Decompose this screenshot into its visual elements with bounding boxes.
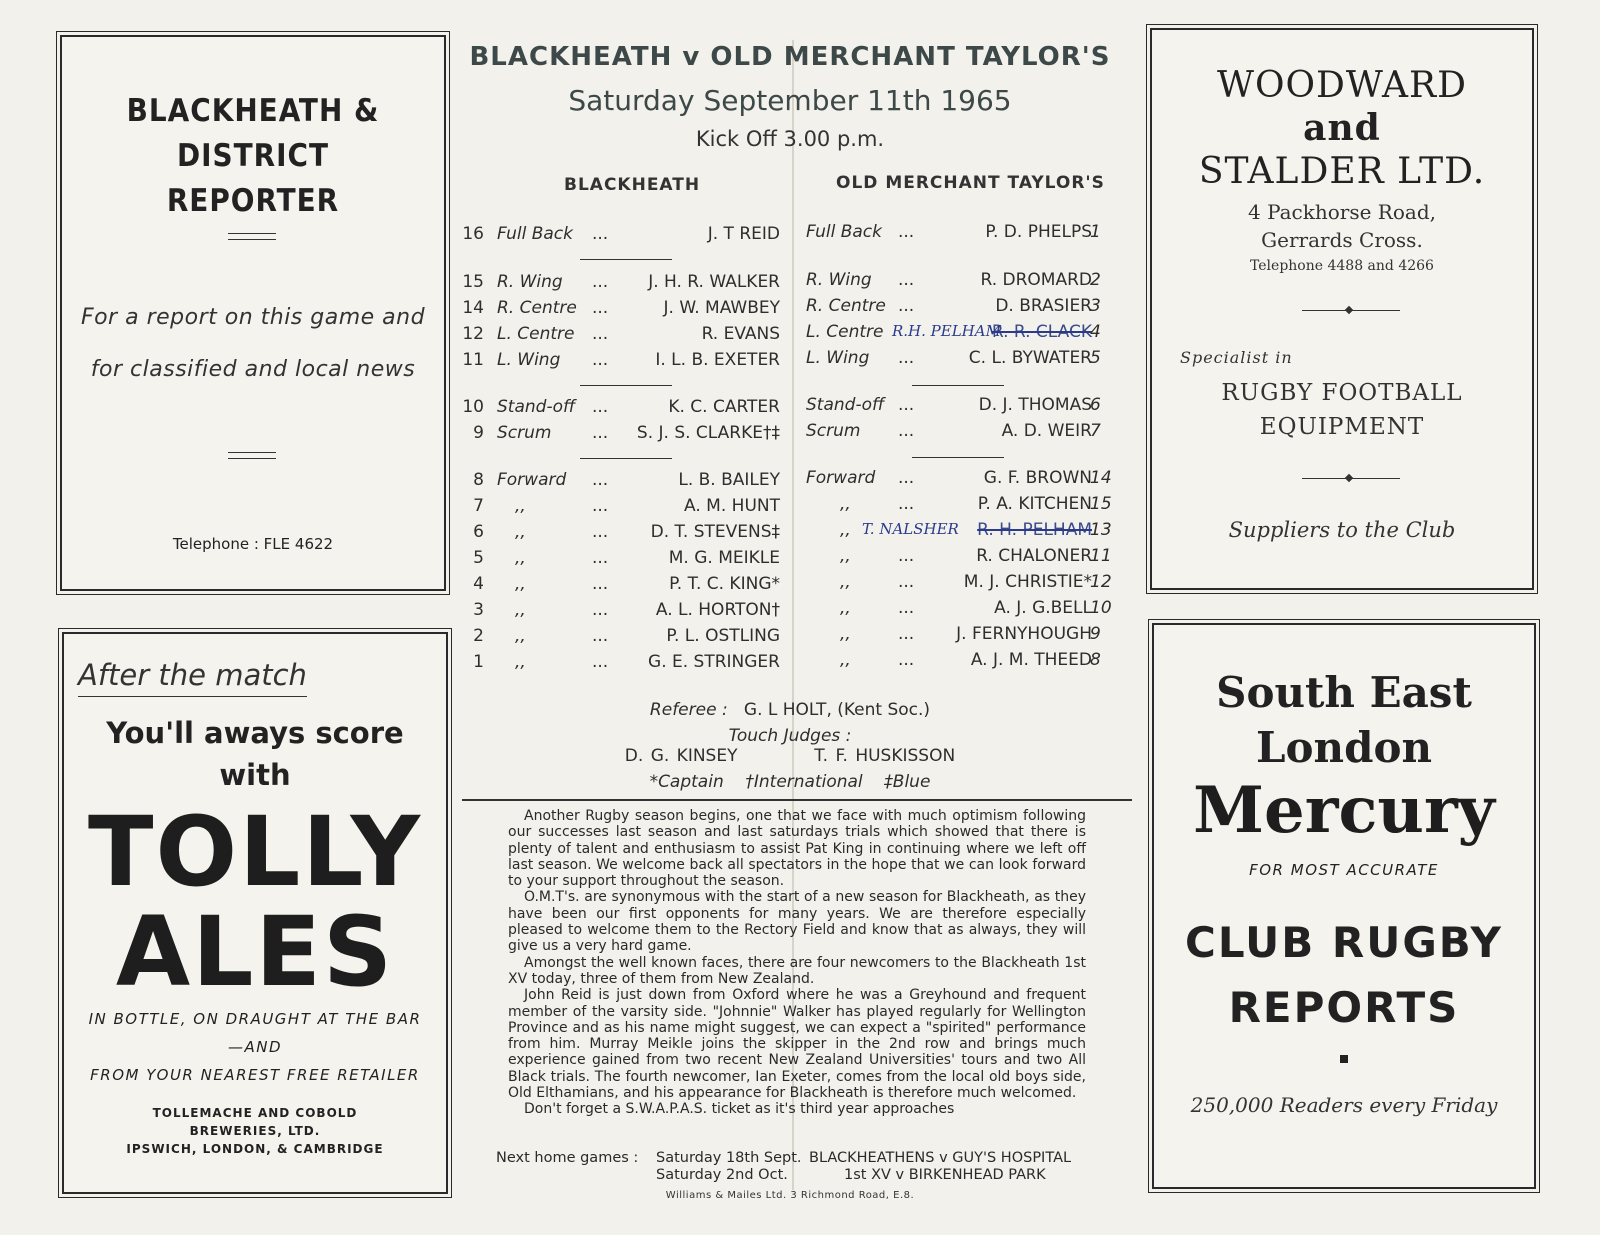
kick-off-time: Kick Off 3.00 p.m.	[695, 127, 885, 151]
next-games-label: Next home games :	[496, 1150, 639, 1166]
away-player-name: P. A. KITCHEN	[977, 494, 1092, 514]
mercury-name	[1154, 665, 1534, 775]
mercury-club-reports	[1154, 910, 1534, 1040]
next-game-date-2: Saturday 2nd Oct.	[656, 1167, 788, 1183]
home-player-number: 16	[462, 224, 484, 244]
double-rule	[228, 452, 276, 459]
away-player-name: R. R. CLACK	[991, 322, 1092, 342]
woodward-name-1: WOODWARD	[1216, 65, 1468, 106]
away-player-dots: ...	[898, 546, 915, 566]
tolly-tagline	[64, 712, 446, 796]
mercury-for-most: FOR MOST ACCURATE	[1249, 861, 1439, 879]
notes-paragraph-2: O.M.T's. are synonymous with the start of a new season for Blackheath, as they have been our first opponents for many years. We are therefore especially pleased to welcome them to the Rectory Field and know that as always, they will give us a very hard game.	[508, 889, 1086, 955]
home-player-position: R. Wing	[497, 272, 563, 292]
line-separator	[580, 385, 672, 386]
mercury-masthead: Mercury	[1193, 773, 1495, 848]
tolly-line-3: FROM YOUR NEAREST FREE RETAILER	[90, 1066, 420, 1084]
away-player-row	[0, 270, 1600, 294]
away-player-dots: ...	[898, 468, 915, 488]
home-player-name: L. B. BAILEY	[678, 470, 780, 490]
square-bullet-icon	[1340, 1055, 1348, 1063]
away-player-number: 7	[1090, 421, 1101, 441]
away-player-name: P. D. PHELPS	[985, 222, 1092, 242]
away-player-row	[0, 546, 1600, 570]
match-date: Saturday September 11th 1965	[568, 84, 1012, 117]
home-player-position: Full Back	[497, 224, 573, 244]
referee-line	[450, 700, 1130, 720]
home-player-dots: ...	[592, 626, 609, 646]
reporter-line-2: for classified and local news	[90, 357, 416, 382]
away-player-row	[0, 395, 1600, 419]
referee-name: G. L HOLT, (Kent Soc.)	[743, 700, 931, 720]
away-player-number: 8	[1090, 650, 1101, 670]
away-player-name: R. CHALONER	[976, 546, 1092, 566]
home-player-name: P. L. OSTLING	[666, 626, 780, 646]
tolly-tagline-1: You'll aways score	[106, 716, 404, 750]
line-separator	[580, 458, 672, 459]
notes-paragraph-4: John Reid is just down from Oxford where he was a Greyhound and frequent member of the varsity side. "Johnnie" Walker has played regularly for Wellington Province and as his name might suggest, we can expect a "spirited" performance from him. Murray Meikle joins the skipper in the 2nd row and brings much experience gained from two recent New Zealand Universities' tours and two All Black trials. The fourth newcomer, Ian Exeter, comes from the local old boys side, Old Elthamians, and his appearance for Blackheath is therefore much welcomed.	[508, 987, 1086, 1102]
home-player-number: 2	[473, 626, 484, 646]
away-player-number: 1	[1090, 222, 1101, 242]
woodward-name-2: and	[1303, 107, 1381, 149]
tolly-brewer-3: IPSWICH, LONDON, & CAMBRIDGE	[126, 1142, 384, 1156]
touch-judge-2: T. F. HUSKISSON	[814, 746, 956, 766]
away-player-dots: ...	[898, 421, 915, 441]
away-player-row	[0, 520, 1600, 544]
away-player-row	[0, 494, 1600, 518]
key-blue: ‡Blue	[884, 772, 931, 792]
away-player-row	[0, 296, 1600, 320]
away-player-position: ,,	[840, 624, 851, 644]
home-player-number: 8	[473, 470, 484, 490]
away-player-position: ,,	[840, 546, 851, 566]
home-player-name: K. C. CARTER	[668, 397, 780, 417]
away-player-name: C. L. BYWATER	[968, 348, 1092, 368]
away-player-dots: ...	[898, 624, 915, 644]
home-player-position: ,,	[515, 522, 526, 542]
away-player-row	[0, 598, 1600, 622]
woodward-name	[1152, 64, 1532, 193]
home-player-dots: ...	[592, 600, 609, 620]
away-player-dots: ...	[898, 395, 915, 415]
reporter-title	[62, 89, 444, 224]
home-player-dots: ...	[592, 548, 609, 568]
tolly-brand-2: ALES	[115, 896, 395, 1008]
away-player-position: R. Wing	[806, 270, 872, 290]
away-team-heading: OLD MERCHANT TAYLOR'S	[836, 173, 1105, 193]
away-player-position: L. Centre	[806, 322, 884, 342]
home-player-dots: ...	[592, 324, 609, 344]
home-player-dots: ...	[592, 298, 609, 318]
reporter-title-line-2: REPORTER	[166, 183, 340, 219]
home-player-name: G. E. STRINGER	[648, 652, 780, 672]
notes-paragraph-5: Don't forget a S.W.A.P.A.S. ticket as it's third year approaches	[524, 1101, 955, 1118]
touch-judges	[450, 746, 1130, 766]
away-player-dots: ...	[898, 270, 915, 290]
home-player-position: ,,	[515, 600, 526, 620]
home-player-name: P. T. C. KING*	[669, 574, 780, 594]
tolly-line-2: —AND	[227, 1038, 283, 1056]
away-player-number: 13	[1090, 520, 1112, 540]
handwritten-substitution: R.H. PELHAM	[892, 322, 1001, 340]
touch-judges-label: Touch Judges :	[728, 726, 852, 746]
key-captain: *Captain	[649, 772, 724, 792]
woodward-name-3: STALDER LTD.	[1198, 151, 1486, 192]
home-player-dots: ...	[592, 652, 609, 672]
line-separator	[912, 385, 1004, 386]
away-player-position: ,,	[840, 572, 851, 592]
home-player-number: 15	[462, 272, 484, 292]
home-player-position: Forward	[497, 470, 567, 490]
home-player-name: I. L. B. EXETER	[655, 350, 780, 370]
away-player-name: G. F. BROWN	[983, 468, 1092, 488]
home-player-name: A. M. HUNT	[684, 496, 780, 516]
home-player-name: J. H. R. WALKER	[648, 272, 780, 292]
referee-label: Referee :	[649, 700, 728, 720]
home-player-position: Scrum	[497, 423, 552, 443]
away-player-name: A. D. WEIR	[1001, 421, 1092, 441]
home-player-dots: ...	[592, 522, 609, 542]
home-player-name: A. L. HORTON†	[655, 600, 780, 620]
away-player-position: ,,	[840, 650, 851, 670]
home-player-dots: ...	[592, 496, 609, 516]
away-player-name: R. H. PELHAM	[977, 520, 1092, 540]
away-player-row	[0, 650, 1600, 674]
home-player-number: 1	[473, 652, 484, 672]
away-player-number: 12	[1090, 572, 1112, 592]
woodward-address-2: Gerrards Cross.	[1261, 228, 1423, 252]
home-player-number: 6	[473, 522, 484, 542]
away-player-row	[0, 624, 1600, 648]
home-player-name: M. G. MEIKLE	[668, 548, 780, 568]
home-player-dots: ...	[592, 350, 609, 370]
tolly-heading: After the match	[78, 658, 307, 697]
away-player-name: A. J. G.BELL	[994, 598, 1092, 618]
section-rule	[462, 799, 1132, 801]
home-player-dots: ...	[592, 272, 609, 292]
home-player-number: 12	[462, 324, 484, 344]
tolly-brand	[64, 796, 446, 1008]
away-player-name: D. BRASIER	[995, 296, 1092, 316]
home-player-number: 9	[473, 423, 484, 443]
home-player-number: 10	[462, 397, 484, 417]
away-player-row	[0, 222, 1600, 246]
away-player-number: 15	[1090, 494, 1112, 514]
away-player-dots: ...	[898, 598, 915, 618]
home-player-position: ,,	[515, 652, 526, 672]
away-player-row	[0, 468, 1600, 492]
mercury-readers: 250,000 Readers every Friday	[1190, 1093, 1498, 1117]
line-separator	[580, 259, 672, 260]
away-player-dots: ...	[898, 494, 915, 514]
away-player-row	[0, 322, 1600, 346]
symbol-key	[450, 772, 1130, 792]
away-player-name: A. J. M. THEED	[970, 650, 1092, 670]
home-player-position: ,,	[515, 626, 526, 646]
home-player-name: D. T. STEVENS‡	[650, 522, 780, 542]
away-player-number: 4	[1090, 322, 1101, 342]
mercury-club-2: REPORTS	[1228, 983, 1460, 1032]
home-player-position: ,,	[515, 548, 526, 568]
home-player-number: 11	[462, 350, 484, 370]
away-player-number: 2	[1090, 270, 1101, 290]
home-player-dots: ...	[592, 470, 609, 490]
away-player-position: Stand-off	[806, 395, 885, 415]
reporter-line-1: For a report on this game and	[80, 305, 426, 330]
next-game-match-2: 1st XV v BIRKENHEAD PARK	[844, 1167, 1046, 1183]
reporter-title-line-1: BLACKHEATH & DISTRICT	[126, 93, 380, 174]
woodward-specialist: Specialist in	[1180, 348, 1293, 367]
reporter-telephone: Telephone : FLE 4622	[172, 535, 334, 553]
home-team-heading: BLACKHEATH	[564, 175, 701, 195]
home-player-name: J. W. MAWBEY	[663, 298, 780, 318]
home-player-number: 5	[473, 548, 484, 568]
away-player-number: 3	[1090, 296, 1101, 316]
away-player-name: R. DROMARD	[980, 270, 1092, 290]
away-player-number: 9	[1090, 624, 1101, 644]
home-player-position: L. Centre	[497, 324, 575, 344]
away-player-row	[0, 421, 1600, 445]
away-player-position: Scrum	[806, 421, 861, 441]
home-player-dots: ...	[592, 397, 609, 417]
away-player-row	[0, 348, 1600, 372]
away-player-number: 5	[1090, 348, 1101, 368]
next-game-date-1: Saturday 18th Sept.	[656, 1150, 802, 1166]
away-player-name: D. J. THOMAS	[978, 395, 1092, 415]
next-game-match-1: BLACKHEATHENS v GUY'S HOSPITAL	[809, 1150, 1072, 1166]
woodward-equipment-2: EQUIPMENT	[1259, 414, 1425, 440]
away-player-position: R. Centre	[806, 296, 886, 316]
away-player-position: Forward	[806, 468, 876, 488]
woodward-address-1: 4 Packhorse Road,	[1247, 200, 1436, 224]
mercury-name-1: South East	[1216, 668, 1472, 717]
home-player-number: 4	[473, 574, 484, 594]
away-player-number: 14	[1090, 468, 1112, 488]
away-player-row	[0, 572, 1600, 596]
handwritten-substitution: T. NALSHER	[862, 520, 959, 538]
woodward-equipment-1: RUGBY FOOTBALL	[1221, 380, 1463, 406]
away-player-number: 10	[1090, 598, 1112, 618]
away-player-number: 6	[1090, 395, 1101, 415]
tolly-brand-1: TOLLY	[88, 796, 422, 908]
away-player-position: Full Back	[806, 222, 882, 242]
home-player-position: ,,	[515, 574, 526, 594]
away-player-position: ,,	[840, 494, 851, 514]
tolly-brewer-1: TOLLEMACHE AND COBOLD	[152, 1106, 358, 1120]
mercury-club-1: CLUB RUGBY	[1185, 918, 1503, 967]
home-player-position: ,,	[515, 496, 526, 516]
away-player-dots: ...	[898, 650, 915, 670]
tolly-tagline-2: with	[219, 758, 291, 792]
home-player-position: L. Wing	[497, 350, 561, 370]
home-player-dots: ...	[592, 224, 609, 244]
notes-paragraph-3: Amongst the well known faces, there are four newcomers to the Blackheath 1st XV today, three of them from New Zealand.	[508, 954, 1086, 987]
match-title: BLACKHEATH v OLD MERCHANT TAYLOR'S	[469, 42, 1111, 72]
away-player-dots: ...	[898, 296, 915, 316]
home-player-dots: ...	[592, 574, 609, 594]
away-player-dots: ...	[898, 222, 915, 242]
tolly-line-1: IN BOTTLE, ON DRAUGHT AT THE BAR	[88, 1010, 422, 1028]
home-player-position: Stand-off	[497, 397, 576, 417]
home-player-number: 14	[462, 298, 484, 318]
ad-tolly-ales	[62, 632, 448, 1194]
line-separator	[912, 457, 1004, 458]
away-player-name: M. J. CHRISTIE*	[963, 572, 1092, 592]
away-player-dots: ...	[898, 572, 915, 592]
tolly-brewer-2: BREWERIES, LTD.	[189, 1124, 321, 1138]
club-notes	[508, 808, 1086, 1118]
mercury-name-2: London	[1256, 723, 1432, 772]
away-player-position: L. Wing	[806, 348, 870, 368]
away-player-position: ,,	[840, 520, 851, 540]
ad-south-east-london-mercury	[1152, 623, 1536, 1189]
home-player-dots: ...	[592, 423, 609, 443]
away-player-dots: ...	[898, 348, 915, 368]
notes-paragraph-1: Another Rugby season begins, one that we face with much optimism following our successes last season and last saturdays trials which showed that there is plenty of talent and enthusiasm to assist Pat King in continuing where we left off last season. We welcome back all spectators in the hope that we can look forward to your support throughout the season.	[508, 808, 1086, 890]
touch-judge-1: D. G. KINSEY	[624, 746, 738, 766]
woodward-suppliers: Suppliers to the Club	[1228, 518, 1456, 542]
home-player-name: R. EVANS	[701, 324, 780, 344]
key-international: †International	[745, 772, 863, 792]
home-player-number: 3	[473, 600, 484, 620]
printer-imprint: Williams & Mailes Ltd. 3 Richmond Road, E.8.	[665, 1190, 915, 1201]
away-player-position: ,,	[840, 598, 851, 618]
home-player-number: 7	[473, 496, 484, 516]
woodward-telephone: Telephone 4488 and 4266	[1250, 258, 1434, 274]
home-player-name: S. J. S. CLARKE†‡	[636, 423, 780, 443]
away-player-number: 11	[1090, 546, 1112, 566]
away-player-name: J. FERNYHOUGH	[956, 624, 1092, 644]
home-player-name: J. T REID	[707, 224, 780, 244]
home-player-position: R. Centre	[497, 298, 577, 318]
